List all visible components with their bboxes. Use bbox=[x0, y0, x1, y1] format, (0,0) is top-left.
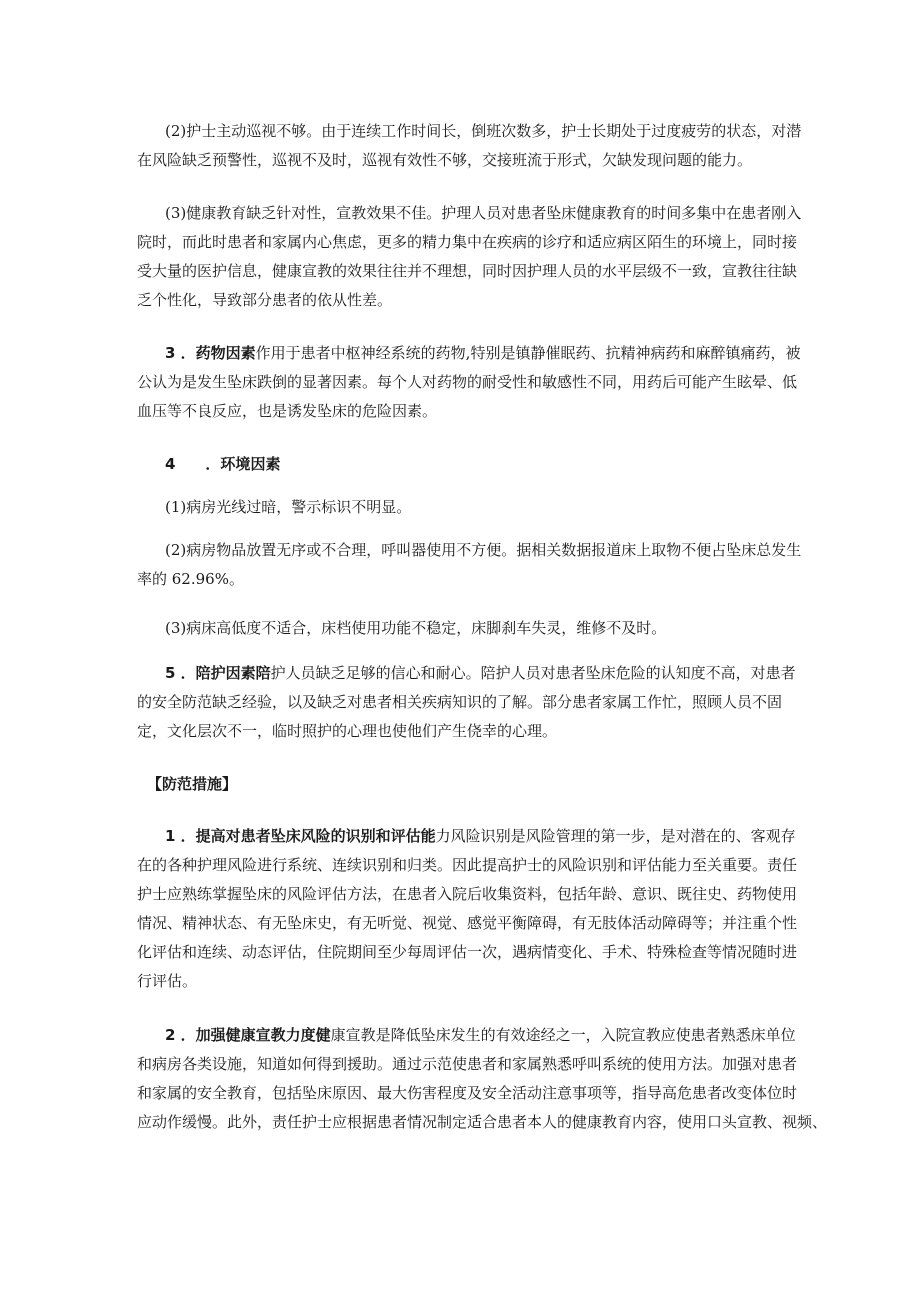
text-line: 血压等不良反应，也是诱发坠床的危险因素。 bbox=[137, 402, 438, 420]
text-line bbox=[137, 339, 801, 368]
paragraph-risk-assessment bbox=[137, 822, 798, 996]
text-line bbox=[137, 659, 796, 688]
paragraph-lighting bbox=[137, 493, 785, 522]
section-subheading: 4 ．环境因素 bbox=[165, 455, 281, 473]
text-line: (1)病房光线过暗，警示标识不明显。 bbox=[165, 498, 412, 516]
text-line: 和病房各类设施，知道如何得到援助。通过示范使患者和家属熟悉呼叫系统的使用方法。加强对患者 bbox=[137, 1055, 798, 1073]
paragraph-drug-factors bbox=[137, 339, 801, 426]
paragraph-bed-height bbox=[137, 614, 785, 643]
paragraph-lead: 2 ．加强健康宣教力度健 bbox=[165, 1026, 331, 1044]
text-line: 公认为是发生坠床跌倒的显著因素。每个人对药物的耐受性和敏感性不同，用药后可能产生眩晕、低 bbox=[137, 373, 798, 391]
paragraph-ward-items bbox=[137, 536, 802, 594]
heading-environment-factors bbox=[137, 450, 785, 479]
paragraph-lead-rest: 护人员缺乏足够的信心和耐心。陪护人员对患者坠床危险的认知度不高，对患者 bbox=[270, 664, 796, 682]
text-line: 在的各种护理风险进行系统、连续识别和归类。因此提高护士的风险识别和评估能力至关重要。责任 bbox=[137, 856, 798, 874]
text-line: (3)病床高低度不适合，床档使用功能不稳定，床脚刹车失灵，维修不及时。 bbox=[165, 619, 667, 637]
text-line: 乏个性化，导致部分患者的依从性差。 bbox=[137, 291, 393, 309]
text-line: 受大量的医护信息，健康宣教的效果往往并不理想，同时因护理人员的水平层级不一致，宣教往往缺 bbox=[137, 262, 798, 280]
text-line: 应动作缓慢。此外，责任护士应根据患者情况制定适合患者本人的健康教育内容，使用口头宣教、视频、 bbox=[137, 1113, 828, 1131]
paragraph-health-education-strengthen bbox=[137, 1021, 828, 1137]
text-line bbox=[137, 1021, 796, 1050]
text-line bbox=[137, 822, 796, 851]
heading-prevention-measures bbox=[137, 770, 785, 799]
paragraph-lead: 1 ．提高对患者坠床风险的识别和评估能 bbox=[165, 827, 436, 845]
text-line: (2)护士主动巡视不够。由于连续工作时间长，倒班次数多，护士长期处于过度疲劳的状态，对潜 bbox=[165, 122, 802, 140]
text-line: (3)健康教育缺乏针对性，宣教效果不佳。护理人员对患者坠床健康教育的时间多集中在患者刚入 bbox=[165, 204, 802, 222]
text-line: 的安全防范缺乏经验，以及缺乏对患者相关疾病知识的了解。部分患者家属工作忙，照顾人员不固 bbox=[137, 693, 783, 711]
section-heading: 【防范措施】 bbox=[147, 775, 238, 793]
paragraph-nurse-patrol bbox=[137, 117, 802, 175]
text-line: 情况、精神状态、有无坠床史，有无听觉、视觉、感觉平衡障碍，有无肢体活动障碍等；并注重个性 bbox=[137, 914, 798, 932]
text-line: 和家属的安全教育，包括坠床原因、最大伤害程度及安全活动注意事项等，指导高危患者改变体位时 bbox=[137, 1084, 798, 1102]
text-line: 护士应熟练掌握坠床的风险评估方法，在患者入院后收集资料，包括年龄、意识、既往史、药物使用 bbox=[137, 885, 798, 903]
text-line: 率的 62.96%。 bbox=[137, 570, 244, 588]
paragraph-lead: 5 ．陪护因素陪 bbox=[165, 664, 271, 682]
text-line: 院时，而此时患者和家属内心焦虑，更多的精力集中在疾病的诊疗和适应病区陌生的环境上，同时接 bbox=[137, 233, 798, 251]
text-line: 定，文化层次不一，临时照护的心理也使他们产生侥幸的心理。 bbox=[137, 722, 558, 740]
paragraph-lead-rest: 作用于患者中枢神经系统的药物,特别是镇静催眠药、抗精神病药和麻醉镇痛药，被 bbox=[255, 344, 801, 362]
paragraph-lead-rest: 力风险识别是风险管理的第一步，是对潜在的、客观存 bbox=[435, 827, 796, 845]
paragraph-lead: 3 ．药物因素 bbox=[165, 344, 256, 362]
paragraph-escort-factors bbox=[137, 659, 796, 746]
text-line: 行评估。 bbox=[137, 972, 198, 990]
paragraph-lead-rest: 康宣教是降低坠床发生的有效途经之一，入院宣教应使患者熟悉床单位 bbox=[330, 1026, 796, 1044]
text-line: 化评估和连续、动态评估，住院期间至少每周评估一次，遇病情变化、手术、特殊检查等情况随时进 bbox=[137, 943, 798, 961]
text-line: 在风险缺乏预警性，巡视不及时，巡视有效性不够，交接班流于形式，欠缺发现问题的能力。 bbox=[137, 151, 753, 169]
text-line: (2)病房物品放置无序或不合理，呼叫器使用不方便。据相关数据报道床上取物不便占坠床总发生 bbox=[165, 541, 802, 559]
paragraph-health-education bbox=[137, 199, 802, 315]
